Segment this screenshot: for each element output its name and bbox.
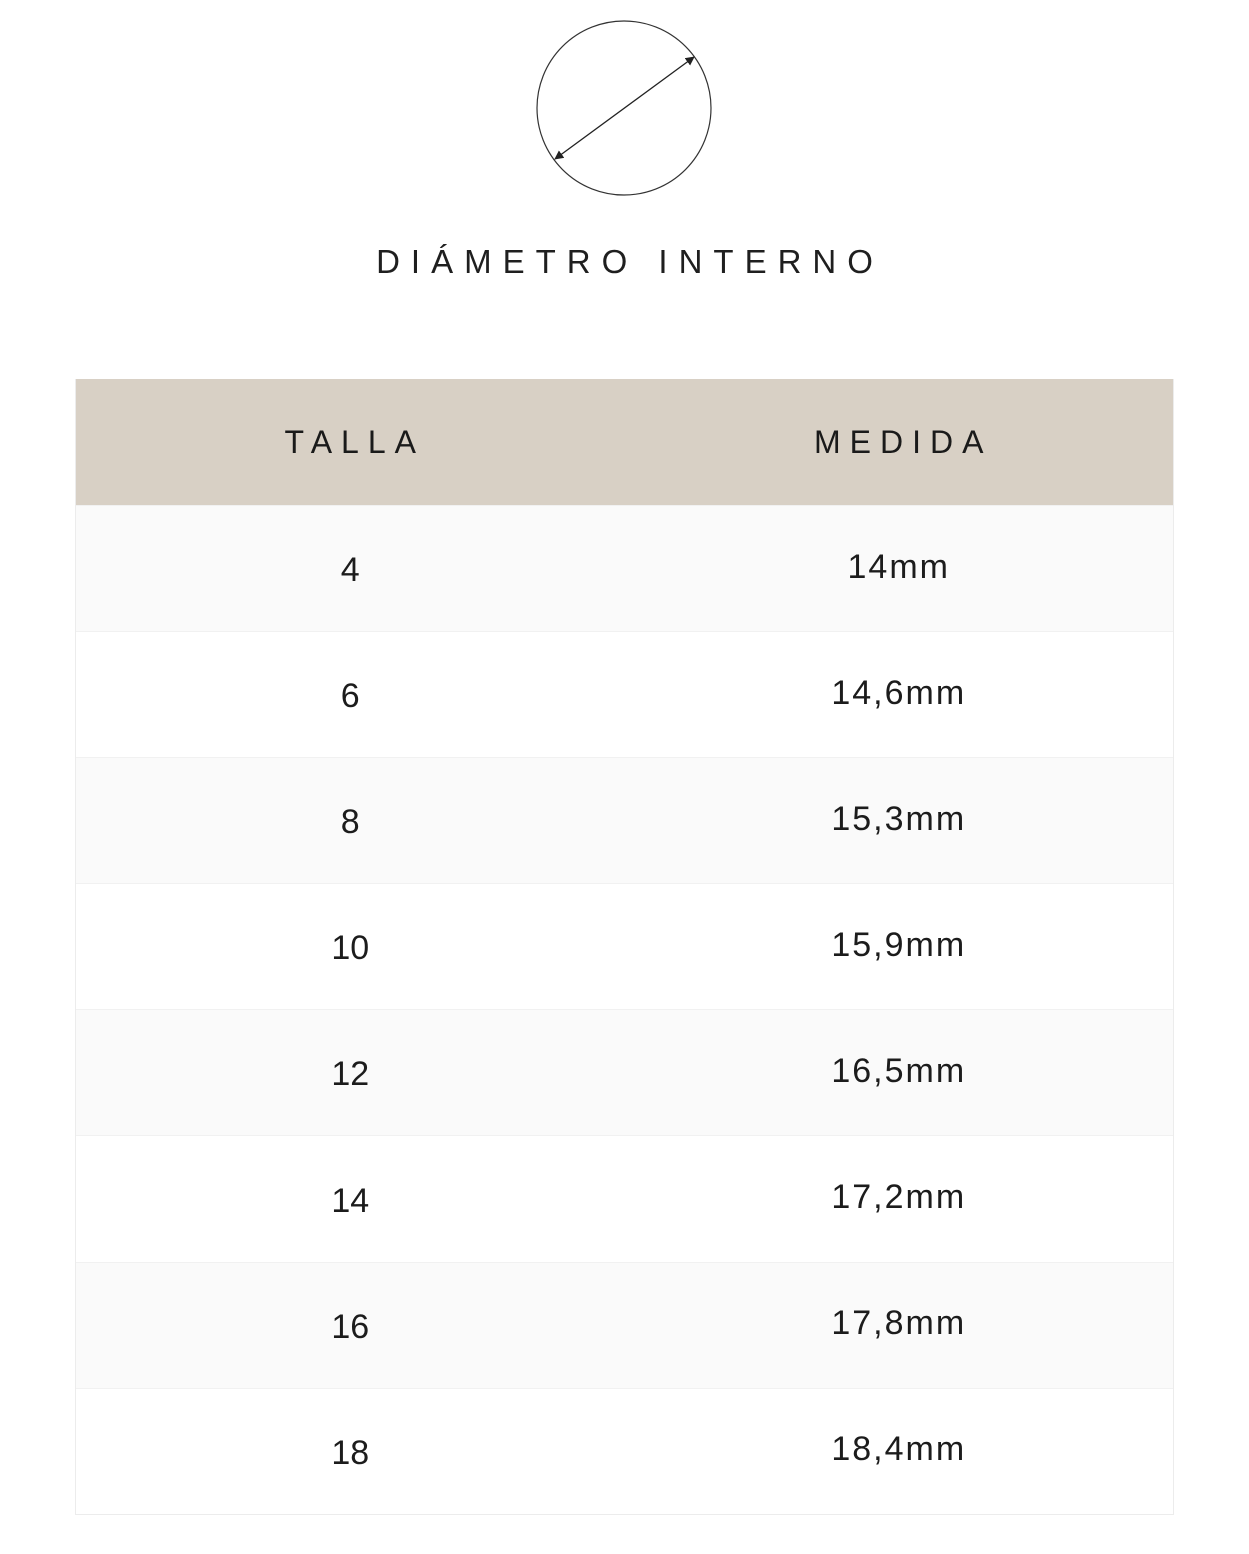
table-row bbox=[76, 1135, 1173, 1261]
cell-talla: 4 bbox=[340, 551, 360, 590]
table-body bbox=[76, 505, 1173, 1514]
table-row bbox=[76, 1388, 1173, 1514]
cell-medida: 17,2mm bbox=[831, 1178, 967, 1217]
header-medida: MEDIDA bbox=[814, 423, 993, 460]
cell-medida: 18,4mm bbox=[831, 1430, 967, 1469]
cell-talla: 6 bbox=[340, 677, 360, 716]
header-talla: TALLA bbox=[284, 423, 425, 460]
cell-talla: 16 bbox=[331, 1307, 370, 1346]
cell-talla: 18 bbox=[331, 1433, 370, 1472]
cell-medida: 15,9mm bbox=[831, 925, 967, 964]
table-row bbox=[76, 883, 1173, 1009]
table-row bbox=[76, 1262, 1173, 1388]
table-row bbox=[76, 1009, 1173, 1135]
cell-talla: 12 bbox=[331, 1055, 370, 1094]
table-header bbox=[76, 379, 1173, 505]
ring-diameter-icon bbox=[533, 17, 715, 199]
table-row bbox=[76, 757, 1173, 883]
cell-medida: 15,3mm bbox=[831, 799, 967, 838]
cell-medida: 16,5mm bbox=[831, 1051, 967, 1090]
cell-talla: 10 bbox=[331, 929, 370, 968]
cell-medida: 17,8mm bbox=[831, 1304, 967, 1343]
cell-talla: 14 bbox=[331, 1181, 370, 1220]
page-title: DIÁMETRO INTERNO bbox=[376, 243, 884, 280]
cell-talla: 8 bbox=[340, 803, 360, 842]
size-table bbox=[75, 379, 1174, 1515]
cell-medida: 14,6mm bbox=[831, 673, 967, 712]
table-row bbox=[76, 505, 1173, 631]
table-row bbox=[76, 631, 1173, 757]
diameter-arrow bbox=[555, 57, 694, 159]
cell-medida: 14mm bbox=[847, 547, 950, 586]
